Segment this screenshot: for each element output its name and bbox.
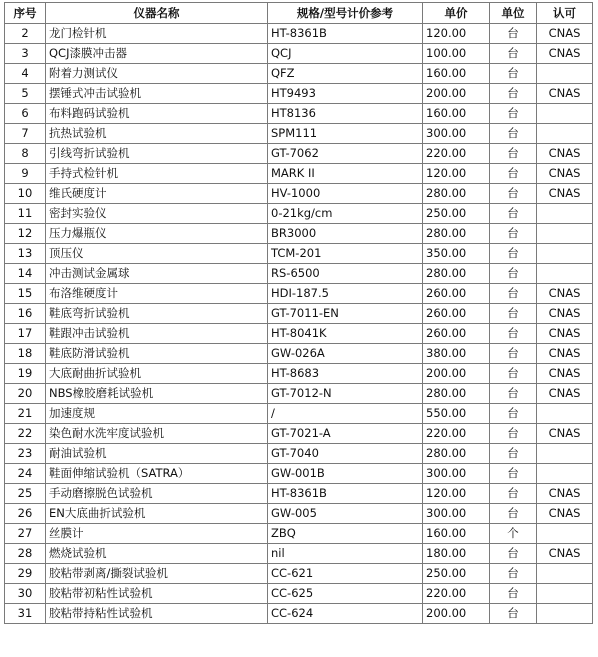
unit-price-cell: 280.00 [423,264,490,284]
table-row [5,104,593,124]
serial-number-cell: 12 [5,224,46,244]
table-row [5,204,593,224]
serial-number-cell: 17 [5,324,46,344]
unit-cell: 台 [490,384,537,404]
unit-price-cell: 160.00 [423,64,490,84]
accreditation-cell [537,264,593,284]
accreditation-cell: CNAS [537,484,593,504]
serial-number-cell: 22 [5,424,46,444]
instrument-name-cell: 丝膜计 [46,524,268,544]
unit-price-cell: 160.00 [423,524,490,544]
model-cell: RS-6500 [268,264,423,284]
table-row [5,544,593,564]
instrument-name-cell: QCJ漆膜冲击器 [46,44,268,64]
instrument-name-cell: 鞋跟冲击试验机 [46,324,268,344]
table-header-row [5,3,593,24]
serial-number-cell: 31 [5,604,46,624]
instrument-name-cell: 维氏硬度计 [46,184,268,204]
unit-cell: 台 [490,544,537,564]
model-cell: GW-026A [268,344,423,364]
model-cell: GT-7012-N [268,384,423,404]
unit-cell: 台 [490,24,537,44]
serial-number-cell: 2 [5,24,46,44]
model-cell: QCJ [268,44,423,64]
unit-cell: 台 [490,364,537,384]
unit-cell: 台 [490,504,537,524]
model-cell: HT-8361B [268,24,423,44]
unit-cell: 台 [490,204,537,224]
table-row [5,444,593,464]
instrument-name-cell: 布料跑码试验机 [46,104,268,124]
table-row [5,524,593,544]
unit-cell: 台 [490,324,537,344]
table-body [5,24,593,624]
unit-cell: 台 [490,264,537,284]
unit-price-cell: 180.00 [423,544,490,564]
unit-cell: 台 [490,424,537,444]
model-cell: HT9493 [268,84,423,104]
serial-number-cell: 5 [5,84,46,104]
instrument-name-cell: 加速度规 [46,404,268,424]
instrument-name-cell: 胶粘带初粘性试验机 [46,584,268,604]
unit-price-cell: 200.00 [423,364,490,384]
model-cell: GW-001B [268,464,423,484]
unit-cell: 台 [490,404,537,424]
instrument-name-cell: 手动磨擦脱色试验机 [46,484,268,504]
instrument-name-cell: 鞋面伸缩试验机（SATRA） [46,464,268,484]
accreditation-cell [537,604,593,624]
unit-cell: 台 [490,484,537,504]
unit-cell: 台 [490,464,537,484]
table-row [5,384,593,404]
serial-number-cell: 19 [5,364,46,384]
accreditation-cell: CNAS [537,164,593,184]
table-row [5,64,593,84]
model-cell: GT-7011-EN [268,304,423,324]
table-row [5,364,593,384]
unit-price-cell: 120.00 [423,484,490,504]
accreditation-cell [537,404,593,424]
instrument-name-cell: 胶粘带持粘性试验机 [46,604,268,624]
header-model-reference: 规格/型号计价参考 [268,3,423,24]
model-cell: nil [268,544,423,564]
serial-number-cell: 21 [5,404,46,424]
serial-number-cell: 26 [5,504,46,524]
table-row [5,184,593,204]
serial-number-cell: 4 [5,64,46,84]
model-cell: GT-7021-A [268,424,423,444]
table-row [5,44,593,64]
unit-price-cell: 280.00 [423,384,490,404]
instrument-name-cell: 摆锤式冲击试验机 [46,84,268,104]
unit-cell: 台 [490,104,537,124]
unit-cell: 台 [490,224,537,244]
table-row [5,564,593,584]
unit-price-cell: 100.00 [423,44,490,64]
table-row [5,284,593,304]
instrument-name-cell: 耐油试验机 [46,444,268,464]
serial-number-cell: 25 [5,484,46,504]
model-cell: 0-21kg/cm [268,204,423,224]
accreditation-cell [537,124,593,144]
accreditation-cell [537,64,593,84]
header-accreditation: 认可 [537,3,593,24]
unit-price-cell: 120.00 [423,24,490,44]
instrument-name-cell: 密封实验仪 [46,204,268,224]
unit-price-cell: 300.00 [423,464,490,484]
unit-cell: 台 [490,84,537,104]
unit-cell: 台 [490,124,537,144]
unit-price-cell: 280.00 [423,184,490,204]
instrument-name-cell: 引线弯折试验机 [46,144,268,164]
unit-cell: 个 [490,524,537,544]
instrument-name-cell: 压力爆瓶仪 [46,224,268,244]
unit-price-cell: 260.00 [423,324,490,344]
serial-number-cell: 29 [5,564,46,584]
table-row [5,124,593,144]
accreditation-cell: CNAS [537,544,593,564]
instrument-name-cell: 染色耐水洗牢度试验机 [46,424,268,444]
accreditation-cell: CNAS [537,364,593,384]
accreditation-cell: CNAS [537,324,593,344]
accreditation-cell: CNAS [537,24,593,44]
accreditation-cell: CNAS [537,44,593,64]
serial-number-cell: 24 [5,464,46,484]
model-cell: BR3000 [268,224,423,244]
serial-number-cell: 23 [5,444,46,464]
header-instrument-name: 仪器名称 [46,3,268,24]
model-cell: HDI-187.5 [268,284,423,304]
model-cell: CC-624 [268,604,423,624]
unit-price-cell: 380.00 [423,344,490,364]
unit-cell: 台 [490,444,537,464]
model-cell: GW-005 [268,504,423,524]
accreditation-cell [537,204,593,224]
unit-cell: 台 [490,64,537,84]
table-row [5,604,593,624]
header-unit-price: 单价 [423,3,490,24]
serial-number-cell: 30 [5,584,46,604]
accreditation-cell [537,564,593,584]
unit-cell: 台 [490,244,537,264]
model-cell: HV-1000 [268,184,423,204]
serial-number-cell: 27 [5,524,46,544]
table-row [5,264,593,284]
instrument-name-cell: 大底耐曲折试验机 [46,364,268,384]
accreditation-cell: CNAS [537,184,593,204]
serial-number-cell: 13 [5,244,46,264]
unit-cell: 台 [490,344,537,364]
unit-price-cell: 280.00 [423,444,490,464]
serial-number-cell: 18 [5,344,46,364]
unit-cell: 台 [490,164,537,184]
model-cell: / [268,404,423,424]
table-row [5,404,593,424]
accreditation-cell: CNAS [537,384,593,404]
model-cell: HT-8361B [268,484,423,504]
unit-price-cell: 220.00 [423,584,490,604]
serial-number-cell: 9 [5,164,46,184]
instrument-name-cell: 燃烧试验机 [46,544,268,564]
accreditation-cell [537,104,593,124]
unit-price-cell: 200.00 [423,84,490,104]
accreditation-cell: CNAS [537,344,593,364]
unit-price-cell: 260.00 [423,284,490,304]
unit-price-cell: 120.00 [423,164,490,184]
serial-number-cell: 11 [5,204,46,224]
accreditation-cell: CNAS [537,284,593,304]
unit-cell: 台 [490,284,537,304]
instrument-price-table [4,2,593,624]
serial-number-cell: 7 [5,124,46,144]
model-cell: GT-7040 [268,444,423,464]
table-row [5,324,593,344]
serial-number-cell: 20 [5,384,46,404]
instrument-name-cell: 龙门检针机 [46,24,268,44]
serial-number-cell: 14 [5,264,46,284]
unit-cell: 台 [490,604,537,624]
unit-price-cell: 250.00 [423,204,490,224]
model-cell: TCM-201 [268,244,423,264]
serial-number-cell: 3 [5,44,46,64]
accreditation-cell [537,444,593,464]
table-row [5,84,593,104]
table-row [5,224,593,244]
table-row [5,584,593,604]
unit-price-cell: 300.00 [423,124,490,144]
serial-number-cell: 16 [5,304,46,324]
table-row [5,144,593,164]
serial-number-cell: 8 [5,144,46,164]
accreditation-cell [537,224,593,244]
model-cell: HT-8683 [268,364,423,384]
serial-number-cell: 10 [5,184,46,204]
table-row [5,244,593,264]
serial-number-cell: 6 [5,104,46,124]
instrument-name-cell: 冲击测试金属球 [46,264,268,284]
table-row [5,464,593,484]
table-row [5,484,593,504]
unit-price-cell: 280.00 [423,224,490,244]
accreditation-cell [537,244,593,264]
unit-price-cell: 550.00 [423,404,490,424]
unit-price-cell: 220.00 [423,424,490,444]
serial-number-cell: 28 [5,544,46,564]
model-cell: ZBQ [268,524,423,544]
unit-cell: 台 [490,144,537,164]
instrument-name-cell: 鞋底防滑试验机 [46,344,268,364]
header-unit: 单位 [490,3,537,24]
unit-cell: 台 [490,304,537,324]
unit-price-cell: 300.00 [423,504,490,524]
table-row [5,344,593,364]
unit-cell: 台 [490,584,537,604]
table-row [5,24,593,44]
unit-cell: 台 [490,44,537,64]
model-cell: GT-7062 [268,144,423,164]
instrument-name-cell: 胶粘带剥离/撕裂试验机 [46,564,268,584]
accreditation-cell: CNAS [537,144,593,164]
accreditation-cell: CNAS [537,304,593,324]
table-row [5,164,593,184]
instrument-name-cell: 手持式检针机 [46,164,268,184]
table-row [5,304,593,324]
accreditation-cell: CNAS [537,84,593,104]
model-cell: QFZ [268,64,423,84]
unit-price-cell: 160.00 [423,104,490,124]
unit-price-cell: 220.00 [423,144,490,164]
table-row [5,504,593,524]
accreditation-cell: CNAS [537,424,593,444]
header-serial-number: 序号 [5,3,46,24]
instrument-name-cell: 顶压仪 [46,244,268,264]
accreditation-cell [537,524,593,544]
unit-price-cell: 200.00 [423,604,490,624]
model-cell: MARK II [268,164,423,184]
instrument-name-cell: 鞋底弯折试验机 [46,304,268,324]
instrument-name-cell: 抗热试验机 [46,124,268,144]
model-cell: HT-8041K [268,324,423,344]
table-row [5,424,593,444]
serial-number-cell: 15 [5,284,46,304]
instrument-name-cell: 附着力测试仪 [46,64,268,84]
instrument-name-cell: EN大底曲折试验机 [46,504,268,524]
instrument-price-table-container [4,2,593,624]
unit-price-cell: 250.00 [423,564,490,584]
model-cell: CC-621 [268,564,423,584]
unit-cell: 台 [490,564,537,584]
accreditation-cell [537,584,593,604]
model-cell: CC-625 [268,584,423,604]
accreditation-cell: CNAS [537,504,593,524]
accreditation-cell [537,464,593,484]
instrument-name-cell: 布洛维硬度计 [46,284,268,304]
model-cell: HT8136 [268,104,423,124]
unit-price-cell: 350.00 [423,244,490,264]
model-cell: SPM111 [268,124,423,144]
unit-price-cell: 260.00 [423,304,490,324]
unit-cell: 台 [490,184,537,204]
instrument-name-cell: NBS橡胶磨耗试验机 [46,384,268,404]
